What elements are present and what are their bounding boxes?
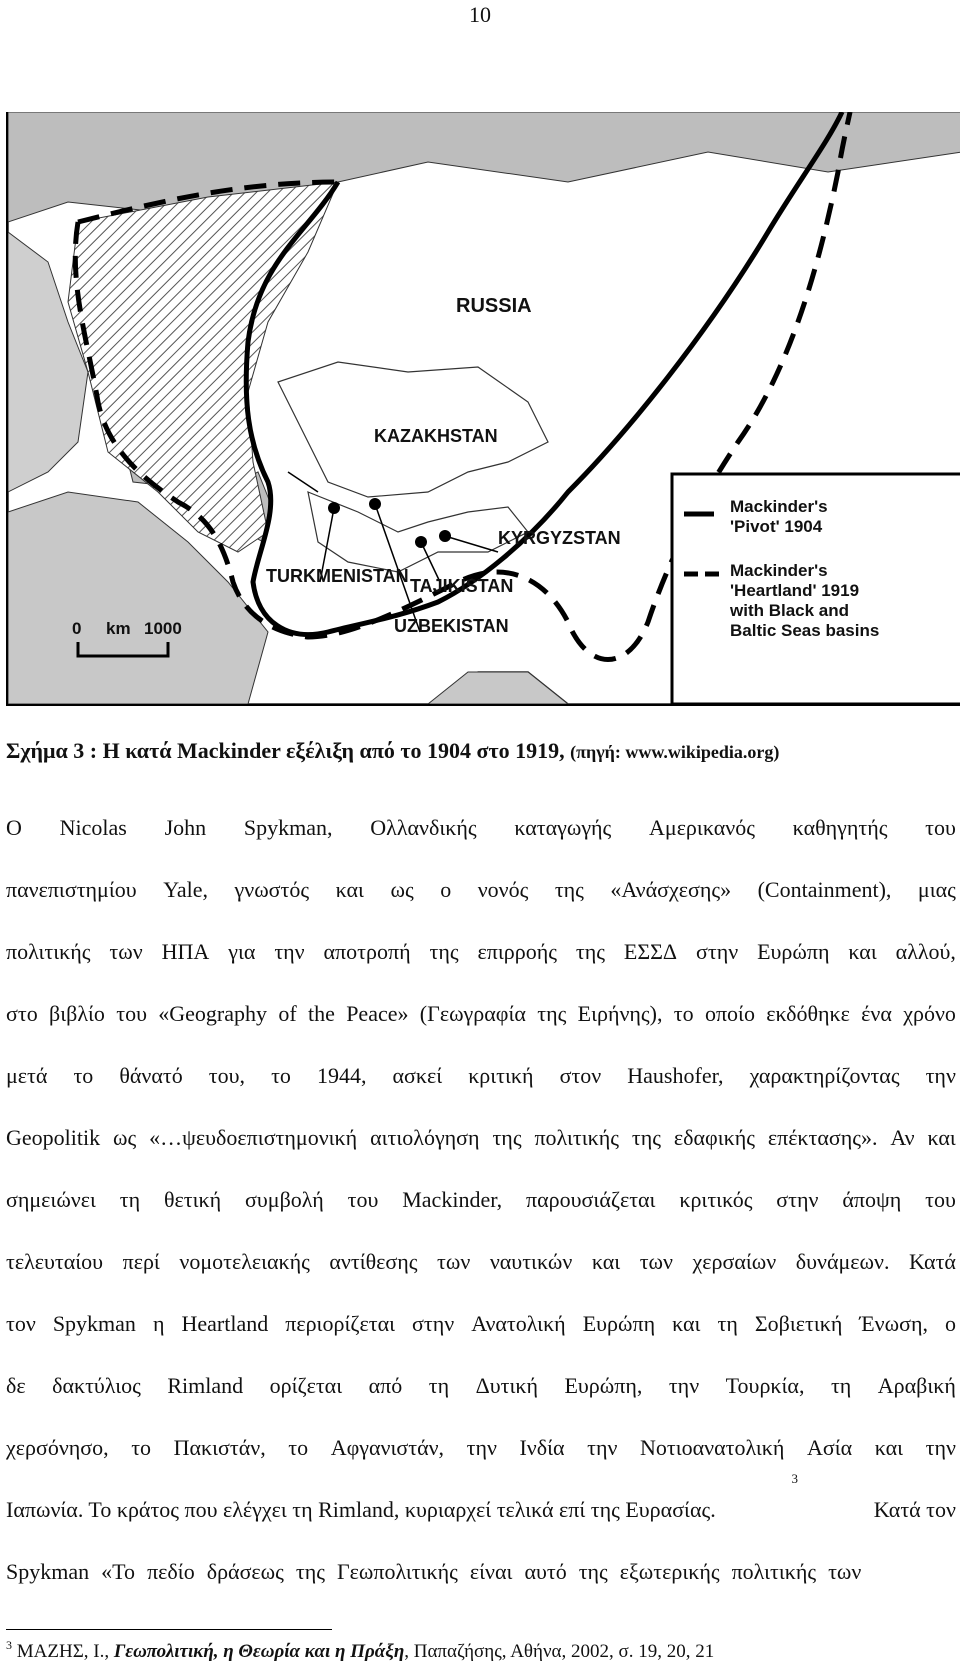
paragraph-word: το	[673, 1001, 694, 1026]
map-drawing	[8, 112, 960, 704]
paragraph-word: άποψη	[842, 1187, 902, 1212]
paragraph-word: και	[927, 1125, 956, 1150]
paragraph-word: John	[164, 815, 207, 840]
paragraph-word: Ανατολική	[471, 1311, 566, 1336]
paragraph-word: στο	[6, 1001, 38, 1026]
paragraph-word: της	[295, 1559, 325, 1584]
legend-heartland-line2: 'Heartland' 1919	[730, 581, 860, 600]
paragraph-word: την	[587, 1435, 618, 1460]
paragraph-word: «Το	[101, 1559, 136, 1584]
paragraph-word: θάνατό	[119, 1063, 183, 1088]
paragraph-word: «Geography	[158, 1001, 268, 1026]
paragraph-word: δακτύλιος	[52, 1373, 141, 1398]
paragraph-word: Ένωση,	[859, 1311, 928, 1336]
tajikistan-label: TAJIKISTAN	[410, 576, 514, 596]
footnote-title: Γεωπολιτική, η Θεωρία και η Πράξη	[113, 1641, 405, 1662]
paragraph-word: Spykman,	[243, 815, 333, 840]
paragraph-word: της	[578, 1559, 608, 1584]
paragraph-word: αλλού,	[895, 939, 956, 964]
paragraph-word: την	[668, 1373, 700, 1398]
paragraph-line	[6, 859, 956, 921]
paragraph-word: μιας	[917, 877, 956, 902]
paragraph-word: και	[591, 1249, 621, 1274]
legend-heartland-line3: with Black and	[730, 601, 850, 620]
paragraph-word: περιορίζεται	[285, 1311, 396, 1336]
paragraph-word: στην	[412, 1311, 455, 1336]
scale-unit: km	[106, 619, 131, 638]
paragraph-line	[6, 1231, 956, 1293]
scale-max: 1000	[144, 619, 182, 638]
paragraph-word: καθηγητής	[792, 815, 888, 840]
paragraph-word: η	[152, 1311, 165, 1336]
paragraph-word: Τουρκία,	[725, 1373, 805, 1398]
paragraph-word: χρόνο	[903, 1001, 956, 1026]
turkmenistan-label: TURKMENISTAN	[266, 566, 409, 586]
paragraph-word: ορίζεται	[269, 1373, 343, 1398]
paragraph-word: Ινδία	[519, 1435, 565, 1460]
paragraph-word: Δυτική	[475, 1373, 538, 1398]
paragraph-line	[6, 983, 956, 1045]
paragraph-word: ο	[440, 877, 452, 902]
paragraph-word: της	[554, 877, 584, 902]
paragraph-word: για	[228, 939, 256, 964]
body-paragraph	[6, 797, 956, 1603]
paragraph-word: νονός	[477, 877, 529, 902]
map-legend	[672, 474, 960, 704]
footnote-separator	[6, 1629, 332, 1630]
scale-zero: 0	[72, 619, 82, 638]
paragraph-word: Ασία	[806, 1435, 853, 1460]
legend-pivot-line2: 'Pivot' 1904	[730, 517, 823, 536]
paragraph-word: στον	[559, 1063, 602, 1088]
paragraph-word: γνωστός	[234, 877, 310, 902]
paragraph-word: Ειρήνης),	[577, 1001, 663, 1026]
caption-text: Σχήμα 3 : Η κατά Mackinder εξέλιξη από το 1904 στο 1919,	[6, 738, 571, 763]
caption-source: (πηγή: www.wikipedia.org)	[570, 742, 780, 762]
paragraph-word: (Γεωγραφία	[419, 1001, 526, 1026]
paragraph-word: Yale,	[163, 877, 209, 902]
paragraph-word: κριτική	[468, 1063, 534, 1088]
paragraph-line	[6, 797, 956, 859]
paragraph-word: και	[848, 939, 877, 964]
paragraph-word: Rimland	[167, 1373, 244, 1398]
footnote	[6, 1638, 956, 1663]
footnote-number: 3	[6, 1638, 12, 1652]
paragraph-word: σημειώνει	[6, 1187, 96, 1212]
paragraph-word: Ολλανδικής	[370, 815, 477, 840]
legend-heartland-line1: Mackinder's	[730, 561, 828, 580]
paragraph-word: πεδίο	[147, 1559, 195, 1584]
paragraph-line	[6, 1293, 956, 1355]
paragraph-word: Spykman	[6, 1559, 90, 1584]
paragraph-word: «Ανάσχεσης»	[610, 877, 732, 902]
paragraph-word: επιρροής	[477, 939, 557, 964]
paragraph-word: της	[492, 1125, 522, 1150]
paragraph-word: στην	[696, 939, 739, 964]
paragraph-word: Nicolas	[59, 815, 127, 840]
paragraph-word: δε	[6, 1373, 26, 1398]
paragraph-word: (Containment),	[757, 877, 892, 902]
paragraph-line	[6, 1355, 956, 1417]
paragraph-word: του	[116, 1001, 147, 1026]
paragraph-line-with-footnote	[6, 1471, 956, 1541]
paragraph-word: παρουσιάζεται	[526, 1187, 656, 1212]
paragraph-word: Ο	[6, 815, 22, 840]
paragraph-word: Νοτιοανατολική	[640, 1435, 785, 1460]
paragraph-word: της	[575, 939, 605, 964]
paragraph-word: πολιτικής	[731, 1559, 817, 1584]
paragraph-word: αιτιολόγηση	[370, 1125, 480, 1150]
paragraph-word: κριτικός	[679, 1187, 753, 1212]
footnote-rest: , Παπαζήσης, Αθήνα, 2002, σ. 19, 20, 21	[404, 1641, 715, 1662]
paragraph-word: Αν	[890, 1125, 915, 1150]
paragraph-line-tail: Κατά τον	[873, 1497, 956, 1522]
paragraph-word: χαρακτηρίζοντας	[749, 1063, 900, 1088]
paragraph-word: και	[874, 1435, 904, 1460]
paragraph-line	[6, 1107, 956, 1169]
paragraph-word: το	[288, 1435, 309, 1460]
paragraph-word: των	[639, 1249, 673, 1274]
paragraph-word: δυνάμεων.	[795, 1249, 890, 1274]
paragraph-word: αποτροπή	[323, 939, 411, 964]
paragraph-line	[6, 1045, 956, 1107]
paragraph-word: των	[437, 1249, 471, 1274]
paragraph-word: Πακιστάν,	[173, 1435, 266, 1460]
paragraph-word: θετική	[164, 1187, 222, 1212]
paragraph-word: την	[466, 1435, 497, 1460]
paragraph-word: και	[672, 1311, 701, 1336]
uzbekistan-label: UZBEKISTAN	[394, 616, 509, 636]
paragraph-word: των	[828, 1559, 862, 1584]
paragraph-word: νομοτελειακής	[179, 1249, 310, 1274]
paragraph-word: τη	[428, 1373, 450, 1398]
paragraph-word: μετά	[6, 1063, 48, 1088]
paragraph-word: ένα	[861, 1001, 892, 1026]
paragraph-word: Ευρώπη	[582, 1311, 656, 1336]
paragraph-word: εκδόθηκε	[766, 1001, 850, 1026]
paragraph-word: Mackinder,	[402, 1187, 503, 1212]
paragraph-word: χερσόνησο,	[6, 1435, 109, 1460]
footnote-author: ΜΑΖΗΣ, Ι.,	[16, 1641, 114, 1662]
paragraph-word: του	[925, 815, 956, 840]
paragraph-word: ναυτικών	[489, 1249, 573, 1274]
paragraph-word: ως	[113, 1125, 137, 1150]
paragraph-word: το	[73, 1063, 94, 1088]
footnote-reference: 3	[791, 1471, 798, 1486]
kyrgyzstan-label: KYRGYZSTAN	[498, 528, 621, 548]
paragraph-line	[6, 921, 956, 983]
paragraph-word: ως	[390, 877, 414, 902]
paragraph-line-last	[6, 1541, 956, 1603]
paragraph-line-text: Ιαπωνία. Το κράτος που ελέγχει τη Rimland, κυριαρχεί τελικά επί της Ευρασίας.	[6, 1497, 716, 1522]
paragraph-word: της	[429, 939, 459, 964]
paragraph-word: τη	[717, 1311, 738, 1336]
paragraph-word: τον	[6, 1311, 36, 1336]
paragraph-word: και	[335, 877, 364, 902]
russia-label: RUSSIA	[456, 295, 532, 317]
paragraph-word: 1944,	[316, 1063, 367, 1088]
paragraph-word: είναι	[469, 1559, 513, 1584]
paragraph-word: τη	[830, 1373, 852, 1398]
paragraph-word: πολιτικής	[6, 939, 91, 964]
paragraph-word: τη	[119, 1187, 141, 1212]
paragraph-word: Ευρώπη	[757, 939, 830, 964]
paragraph-word: Spykman	[52, 1311, 136, 1336]
paragraph-word: του	[925, 1187, 956, 1212]
paragraph-word: Ευρώπη,	[564, 1373, 643, 1398]
paragraph-word: του	[347, 1187, 379, 1212]
kazakhstan-label: KAZAKHSTAN	[374, 426, 498, 446]
paragraph-word: από	[368, 1373, 403, 1398]
paragraph-word: της	[631, 1125, 661, 1150]
paragraph-word: περί	[122, 1249, 160, 1274]
paragraph-word: των	[109, 939, 143, 964]
paragraph-word: της	[537, 1001, 567, 1026]
paragraph-word: of	[278, 1001, 297, 1026]
paragraph-word: Peace»	[346, 1001, 409, 1026]
paragraph-word: συμβολή	[245, 1187, 324, 1212]
paragraph-word: το	[271, 1063, 291, 1088]
paragraph-word: Κατά	[908, 1249, 956, 1274]
figure-caption	[6, 738, 956, 764]
paragraph-word: οποίο	[704, 1001, 755, 1026]
paragraph-word: χερσαίων	[692, 1249, 777, 1274]
mackinder-map-figure	[6, 112, 960, 706]
legend-pivot-line1: Mackinder's	[730, 497, 828, 516]
paragraph-word: ΕΣΣΔ	[623, 939, 678, 964]
paragraph-word: την	[274, 939, 305, 964]
paragraph-word: ο	[944, 1311, 956, 1336]
paragraph-word: επέκτασης».	[767, 1125, 878, 1150]
paragraph-word: «…ψευδοεπιστημονική	[149, 1125, 358, 1150]
page-number: 10	[469, 2, 491, 27]
paragraph-word: Αραβική	[877, 1373, 956, 1398]
paragraph-word: ασκεί	[392, 1063, 443, 1088]
legend-heartland-line4: Baltic Seas basins	[730, 621, 880, 640]
paragraph-word: πανεπιστημίου	[6, 877, 137, 902]
paragraph-word: εδαφικής	[673, 1125, 755, 1150]
paragraph-word: Γεωπολιτικής	[336, 1559, 458, 1584]
paragraph-word: Haushofer,	[627, 1063, 724, 1088]
paragraph-word: ΗΠΑ	[161, 939, 210, 964]
paragraph-word: αντίθεσης	[329, 1249, 418, 1274]
paragraph-line	[6, 1169, 956, 1231]
paragraph-word: το	[131, 1435, 152, 1460]
paragraph-word: την	[925, 1435, 956, 1460]
paragraph-word: την	[925, 1063, 956, 1088]
paragraph-line	[6, 1417, 956, 1479]
paragraph-word: Σοβιετική	[754, 1311, 843, 1336]
paragraph-word: βιβλίο	[49, 1001, 105, 1026]
paragraph-word: Αφγανιστάν,	[330, 1435, 445, 1460]
paragraph-word: δράσεως	[206, 1559, 284, 1584]
paragraph-word: καταγωγής	[514, 815, 612, 840]
paragraph-word: πολιτικής	[534, 1125, 619, 1150]
paragraph-word: του,	[208, 1063, 246, 1088]
paragraph-word: αυτό	[524, 1559, 567, 1584]
paragraph-word: εξωτερικής	[619, 1559, 720, 1584]
paragraph-word: the	[307, 1001, 335, 1026]
paragraph-word: Αμερικανός	[649, 815, 755, 840]
paragraph-word: Heartland	[181, 1311, 269, 1336]
paragraph-word: στην	[776, 1187, 819, 1212]
paragraph-word: τελευταίου	[6, 1249, 104, 1274]
paragraph-word: Geopolitik	[6, 1125, 101, 1150]
